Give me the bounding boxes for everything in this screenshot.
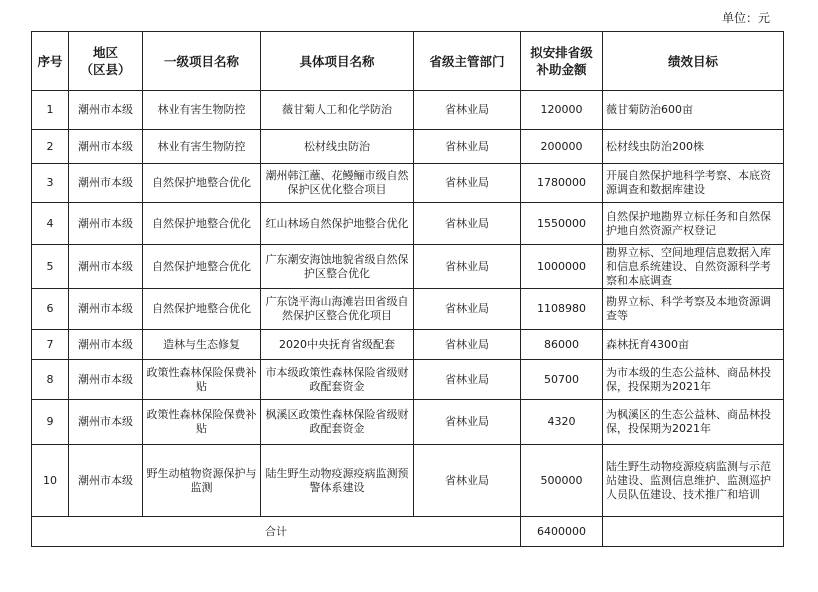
cell-region: 潮州市本级 [69, 245, 143, 289]
header-seq: 序号 [32, 32, 69, 91]
header-amount-line2: 补助金额 [536, 62, 587, 77]
cell-seq: 6 [32, 289, 69, 330]
cell-dept: 省林业局 [414, 203, 521, 245]
cell-region: 潮州市本级 [69, 164, 143, 203]
table-row [32, 330, 784, 360]
cell-region: 潮州市本级 [69, 203, 143, 245]
cell-region: 潮州市本级 [69, 91, 143, 130]
cell-goal: 森林抚育4300亩 [603, 330, 784, 360]
cell-goal: 为市本级的生态公益林、商品林投保，投保期为2021年 [603, 360, 784, 400]
cell-seq: 7 [32, 330, 69, 360]
cell-dept: 省林业局 [414, 400, 521, 445]
cell-region: 潮州市本级 [69, 445, 143, 517]
table-row [32, 164, 784, 203]
cell-project: 广东潮安海蚀地貌省级自然保护区整合优化 [261, 245, 414, 289]
cell-seq: 9 [32, 400, 69, 445]
cell-goal: 为枫溪区的生态公益林、商品林投保，投保期为2021年 [603, 400, 784, 445]
cell-project: 陆生野生动物疫源疫病监测预警体系建设 [261, 445, 414, 517]
cell-region: 潮州市本级 [69, 400, 143, 445]
cell-region: 潮州市本级 [69, 360, 143, 400]
cell-amount: 50700 [521, 360, 603, 400]
cell-goal: 松材线虫防治200株 [603, 130, 784, 164]
table-row [32, 445, 784, 517]
cell-amount: 500000 [521, 445, 603, 517]
cell-level1: 野生动植物资源保护与监测 [143, 445, 261, 517]
cell-project: 枫溪区政策性森林保险省级财政配套资金 [261, 400, 414, 445]
cell-level1: 自然保护地整合优化 [143, 245, 261, 289]
cell-seq: 3 [32, 164, 69, 203]
cell-level1: 林业有害生物防控 [143, 130, 261, 164]
cell-dept: 省林业局 [414, 445, 521, 517]
cell-region: 潮州市本级 [69, 130, 143, 164]
cell-project: 广东饶平海山海滩岩田省级自然保护区整合优化项目 [261, 289, 414, 330]
header-goal: 绩效目标 [603, 32, 784, 91]
cell-level1: 自然保护地整合优化 [143, 164, 261, 203]
table-row [32, 130, 784, 164]
cell-dept: 省林业局 [414, 130, 521, 164]
cell-goal: 开展自然保护地科学考察、本底资源调查和数据库建设 [603, 164, 784, 203]
cell-project: 薇甘菊人工和化学防治 [261, 91, 414, 130]
cell-level1: 自然保护地整合优化 [143, 203, 261, 245]
cell-project: 潮州韩江蘸、花鳗鲡市级自然保护区优化整合项目 [261, 164, 414, 203]
cell-dept: 省林业局 [414, 164, 521, 203]
header-row [32, 32, 784, 91]
table-row [32, 203, 784, 245]
table-row [32, 91, 784, 130]
cell-amount: 120000 [521, 91, 603, 130]
cell-project: 松材线虫防治 [261, 130, 414, 164]
header-region-line2: （区县） [80, 62, 131, 77]
cell-seq: 5 [32, 245, 69, 289]
cell-goal: 勘界立标、空间地理信息数据入库和信息系统建设、自然资源科学考察和本底调查 [603, 245, 784, 289]
cell-amount: 86000 [521, 330, 603, 360]
cell-level1: 政策性森林保险保费补贴 [143, 360, 261, 400]
table-row [32, 360, 784, 400]
cell-amount: 200000 [521, 130, 603, 164]
cell-goal: 自然保护地勘界立标任务和自然保护地自然资源产权登记 [603, 203, 784, 245]
cell-goal: 薇甘菊防治600亩 [603, 91, 784, 130]
cell-seq: 4 [32, 203, 69, 245]
total-label: 合计 [32, 517, 521, 547]
cell-amount: 1108980 [521, 289, 603, 330]
cell-amount: 1780000 [521, 164, 603, 203]
total-amount: 6400000 [521, 517, 603, 547]
cell-level1: 政策性森林保险保费补贴 [143, 400, 261, 445]
cell-seq: 2 [32, 130, 69, 164]
cell-dept: 省林业局 [414, 360, 521, 400]
header-amount [521, 32, 603, 91]
cell-dept: 省林业局 [414, 245, 521, 289]
cell-amount: 1550000 [521, 203, 603, 245]
header-region [69, 32, 143, 91]
table-row [32, 400, 784, 445]
cell-seq: 8 [32, 360, 69, 400]
header-region-line1: 地区 [92, 45, 118, 60]
cell-level1: 造林与生态修复 [143, 330, 261, 360]
cell-dept: 省林业局 [414, 330, 521, 360]
total-row [32, 517, 784, 547]
header-dept: 省级主管部门 [414, 32, 521, 91]
funding-table [31, 31, 784, 547]
cell-seq: 1 [32, 91, 69, 130]
cell-goal: 陆生野生动物疫源疫病监测与示范站建设、监测信息维护、监测巡护人员队伍建设、技术推广和培训 [603, 445, 784, 517]
cell-dept: 省林业局 [414, 91, 521, 130]
table-row [32, 245, 784, 289]
cell-dept: 省林业局 [414, 289, 521, 330]
unit-label: 单位：元 [721, 11, 770, 25]
cell-amount: 4320 [521, 400, 603, 445]
header-amount-line1: 拟安排省级 [530, 45, 593, 60]
total-goal-empty [603, 517, 784, 547]
cell-goal: 勘界立标、科学考察及本地资源调查等 [603, 289, 784, 330]
cell-region: 潮州市本级 [69, 289, 143, 330]
cell-level1: 自然保护地整合优化 [143, 289, 261, 330]
cell-amount: 1000000 [521, 245, 603, 289]
cell-level1: 林业有害生物防控 [143, 91, 261, 130]
cell-seq: 10 [32, 445, 69, 517]
header-project: 具体项目名称 [261, 32, 414, 91]
cell-project: 红山林场自然保护地整合优化 [261, 203, 414, 245]
cell-region: 潮州市本级 [69, 330, 143, 360]
cell-project: 2020中央抚育省级配套 [261, 330, 414, 360]
header-level1: 一级项目名称 [143, 32, 261, 91]
cell-project: 市本级政策性森林保险省级财政配套资金 [261, 360, 414, 400]
table-row [32, 289, 784, 330]
